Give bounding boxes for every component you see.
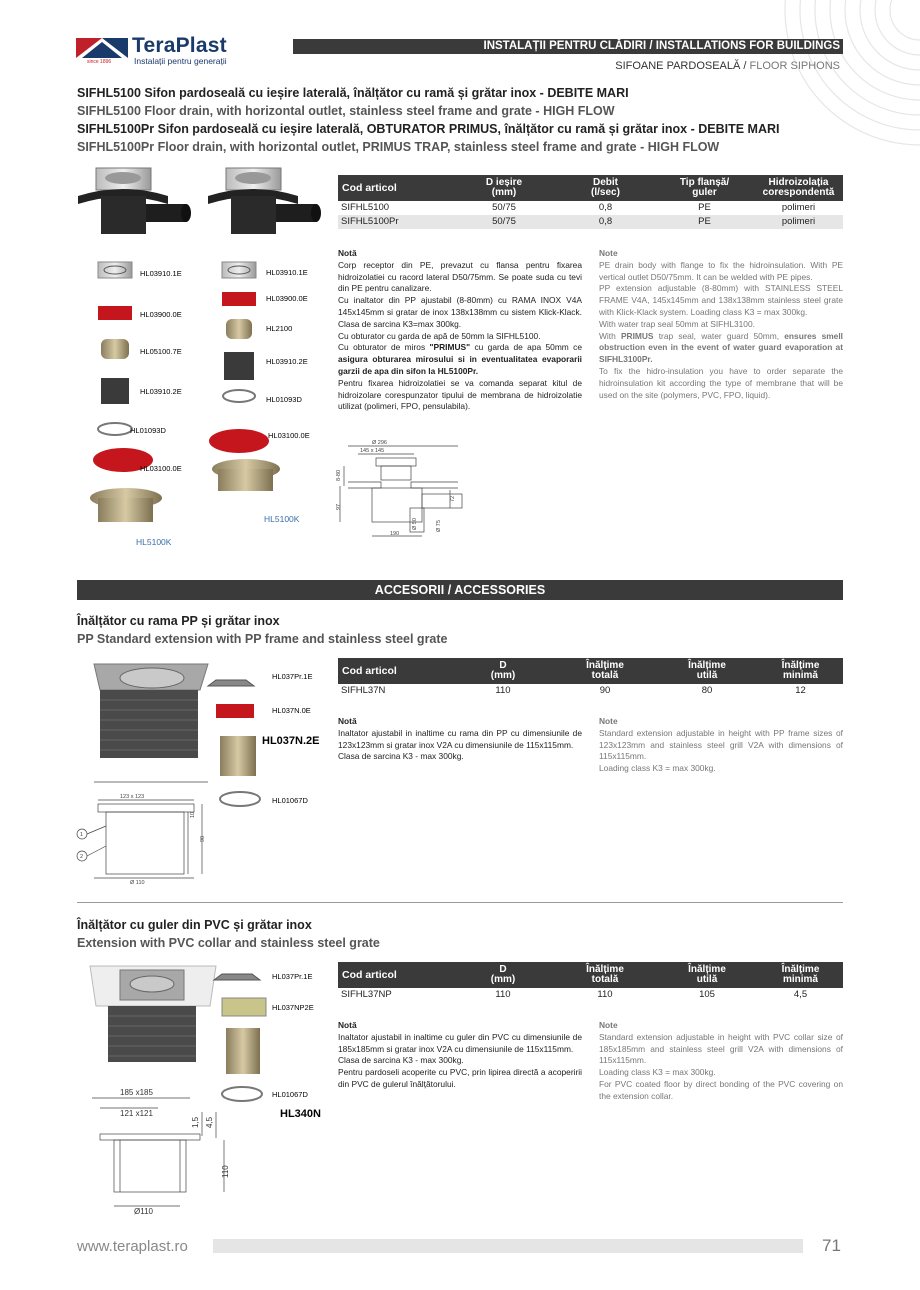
note-paragraph: Inaltator ajustabil in inaltime cu rama din PP cu dimensiunile de 123x123mm si gratar inox V2A cu dimensiunile de 115x115mm. [338,727,582,750]
note-paragraph: Clasa de sarcina K3 - max 300kg. [338,751,464,762]
part-collar-icon [222,998,266,1016]
dim-label: 190 [390,531,400,537]
table-header-row [338,658,843,684]
th-debit: Debit (l/sec) [556,175,655,201]
dim-label: 1,5 [191,1116,200,1128]
dim-label: 110 [221,1165,230,1178]
table-cell: 110 [597,989,613,1000]
product1-titles [77,84,857,156]
table-cell: SIFHL37N [341,685,386,696]
part-oring-icon [98,423,132,435]
th-inaltime-totala: Înălțime totală [554,658,656,684]
table-header-row [338,175,843,201]
part-label: HL03100.0E [268,431,310,440]
table-cell: 12 [795,685,806,696]
dim-label: 72 [450,495,456,502]
part-extension-icon [101,378,129,404]
part-grate-icon [208,680,254,686]
product1-spec-table [338,175,843,229]
product1-technical-drawing [336,438,476,543]
dim-label: Ø 75 [436,520,442,532]
th-d: D (mm) [452,962,554,988]
note-paragraph: PP extension adjustable (8-80mm) with STAINLESS STEEL FRAME V4A, 145x145mm and 138x138mm stainless steel grate with Klick-Klack system. Loading class K3 = max 300kg. [599,283,843,317]
part-ring-icon [101,339,129,359]
note-paragraph: Loading class K3 = max 300kg. [599,763,716,774]
table-cell: 4,5 [793,989,808,1000]
product2-note-ro [338,716,582,763]
note-paragraph: PE drain body with flange to fix the hidroinsulation. With PE vertical outlet D50/75mm. It can be welded with PE pipes. [599,259,843,282]
product1-note-ro [338,248,582,413]
table-cell: 80 [701,685,713,696]
th-inaltime-minima: Înălțime minimă [758,962,843,988]
table-cell: SIFHL37NP [341,989,392,1000]
part-label: HL01093D [266,395,302,404]
note-paragraph: To fix the hidro-insulation you have to order separate the hidroinsulation kit according the type of membrane that will be used on the site (polymers, PVC, FPO, liquid). [599,365,843,400]
note-paragraph: Cu obturator cu garda de apă de 50mm la SIFHL5100. [338,330,541,341]
dim-label: 145 x 145 [360,448,385,454]
part-label: HL037Pr.1E [272,972,313,981]
table-row [338,201,843,215]
subheader-en: FLOOR SIPHONS [749,60,840,72]
note-title: Note [599,1020,618,1030]
part-label: HL037NP2E [272,1003,314,1012]
note-title: Note [599,248,618,258]
part-label: HL05100.7E [140,347,182,356]
note-paragraph: Standard extension adjustable in height with PVC collar size of 185x185mm and stainless steel grill V2A with dimensions of 115x115mm. [599,1031,843,1066]
th-inaltime-utila: Înălțime utilă [656,658,758,684]
product3-title-en: Extension with PVC collar and stainless steel grate [77,936,380,950]
product3-spec-table [338,962,843,1002]
table-cell: polimeri [754,215,843,229]
th-inaltime-utila: Înălțime utilă [656,962,758,988]
note-paragraph: Cu obturator de miros "PRIMUS" cu garda de apa 50mm ce asigura obturarea mirosului si in eventualitatea evaporarii garzii de apa din sifon la HL5100Pr. [338,342,583,376]
th-cod: Cod articol [338,962,452,988]
part-label: HL2100 [266,324,293,333]
part-label: HL037N.2E [262,735,320,747]
part-oring-icon [220,792,260,806]
part-label: HL03910.1E [140,269,182,278]
th-cod: Cod articol [338,658,452,684]
table-cell: 50/75 [452,215,556,229]
part-label: HL03910.2E [140,387,182,396]
page-header-title: INSTALAȚII PENTRU CLĂDIRI / INSTALLATIONS FOR BUILDINGS [483,40,840,52]
accessories-section-header: ACCESORII / ACCESSORIES [77,580,843,600]
th-cod: Cod articol [338,175,452,201]
table-row [338,684,843,698]
brand-tagline: Instalații pentru generații [134,56,227,66]
note-paragraph: With PRIMUS trap seal, water guard 50mm, ensures smell obstruction even in the event of water guard evaporation at SIFHL3100Pr. [599,330,843,365]
table-cell: PE [655,215,754,229]
note-paragraph: Loading class K3 = max 300kg. [599,1067,716,1078]
th-inaltime-totala: Înălțime totală [554,962,656,988]
product2-title-ro: Înălțător cu rama PP și grătar inox [77,614,280,628]
th-d: D (mm) [452,658,554,684]
note-paragraph: Cu inaltator din PP ajustabil (8-80mm) cu RAMA INOX V4A 145x145mm si gratar de inox 138x138mm cu sistem Klick-Klack. Clasa de sarcina K3=max 300kg. [338,295,582,329]
part-label: HL03910.1E [266,268,308,277]
table-header-row [338,962,843,988]
product2-titles [77,612,777,648]
note-title: Notă [338,716,357,726]
part-label: HL5100K [136,537,172,547]
dim-label: Ø 296 [372,440,387,446]
part-extension-icon [226,1028,260,1074]
brand-since: since 1896 [87,59,112,65]
product1-parts-illustration [76,164,336,554]
part-label: HL037N.0E [272,706,311,715]
dim-label: 97 [336,503,342,510]
product3-titles [77,916,777,952]
product3-note-ro [338,1020,582,1091]
table-row [338,215,843,229]
product2-title-en: PP Standard extension with PP frame and stainless steel grate [77,632,448,646]
dim-label: Ø 110 [130,880,145,886]
table-row [338,988,843,1002]
note-paragraph: With water trap seal 50mm at SIFHL3100. [599,318,755,329]
product1-title-ro-2: SIFHL5100Pr Sifon pardoseală cu ieșire laterală, OBTURATOR PRIMUS, înălțător cu ramă și grătar inox - DEBITE MARI [77,122,780,136]
table-cell: SIFHL5100Pr [338,215,452,229]
note-paragraph: Standard extension adjustable in height with PP frame sizes of 123x123mm and stainless steel grill V2A with dimensions of 115x115mm. [599,727,843,762]
brand-name: TeraPlast [132,34,227,57]
page-number: 71 [822,1236,841,1255]
subheader-ro: SIFOANE PARDOSEALĂ / [615,60,747,72]
footer-website-link[interactable]: www.teraplast.ro [77,1238,188,1255]
part-label: HL03900.0E [266,294,308,303]
note-title: Notă [338,1020,357,1030]
part-label: HL03100.0E [140,464,182,473]
product1-note-en [599,248,843,401]
part-grate-icon [98,262,132,278]
table-cell: SIFHL5100 [341,202,390,213]
drain-body-right [208,168,321,234]
page-subheader [560,60,840,72]
table-cell: 0,8 [598,202,613,213]
part-label: HL03900.0E [140,310,182,319]
brand-logo[interactable] [76,34,241,68]
part-oring-icon [222,1087,262,1101]
part-label: HL01093D [130,426,166,435]
dim-label: 2 [80,854,84,860]
dim-label: 8-80 [336,469,342,481]
product3-parts-illustration [76,962,336,1218]
note-paragraph: For PVC coated floor by direct bonding of the PVC covering on the extension collar. [599,1078,843,1101]
product1-title-ro-1: SIFHL5100 Sifon pardoseală cu ieșire laterală, înălțător cu ramă și grătar inox - DEBITE MARI [77,86,629,100]
table-cell: polimeri [781,202,816,213]
part-label: HL5100K [264,514,300,524]
note-paragraph: Pentru pardoseli acoperite cu PVC, prin lipirea directă a acoperirii din PVC de gulerul înălțătorului. [338,1067,582,1089]
dim-label: Ø110 [134,1207,153,1216]
part-frame-icon [216,704,254,718]
dim-label: 90 [200,835,206,842]
table-cell: 90 [599,685,611,696]
page-header-bar [293,39,843,54]
part-label: HL340N [280,1108,321,1120]
product2-spec-table [338,658,843,698]
th-inaltime-minima: Înălțime minimă [758,658,843,684]
th-flansa: Tip flanșă/ guler [655,175,754,201]
part-label: HL037Pr.1E [272,672,313,681]
th-d: D ieșire (mm) [452,175,556,201]
teraplast-logo-icon [76,34,128,62]
th-hidro: Hidroizolația corespondentă [754,175,843,201]
table-cell: 105 [699,989,715,1000]
note-paragraph: Inaltator ajustabil in inaltime cu guler din PVC cu dimensiunile de 185x185mm si gratar inox V2A cu dimensiunile de 115x115mm. [338,1031,582,1054]
section-divider [77,902,843,903]
product2-note-en [599,716,843,775]
part-label: HL03910.2E [266,357,308,366]
dim-label: Ø 50 [412,518,418,530]
note-paragraph: Clasa de sarcina K3 - max 300kg. [338,1055,464,1066]
part-seal-red-icon [98,306,132,320]
dim-label: 185 x185 [120,1088,153,1097]
product1-title-en-1: SIFHL5100 Floor drain, with horizontal outlet, stainless steel frame and grate - HIGH FLOW [77,104,615,118]
dim-label: 10 [190,811,196,818]
note-title: Notă [338,248,357,258]
product3-note-en [599,1020,843,1103]
dim-label: 4,5 [205,1116,214,1128]
part-extension-icon [220,736,256,776]
part-grate-icon [214,974,260,980]
table-cell: 0,8 [556,215,655,229]
table-cell: PE [698,202,711,213]
part-label: HL01067D [272,1090,308,1099]
footer-bar [213,1239,803,1253]
dim-label: 121 x121 [120,1109,153,1118]
dim-label: 123 x 123 [120,794,145,800]
product3-title-ro: Înălțător cu guler din PVC și grătar inox [77,918,312,932]
product2-parts-illustration [76,658,336,886]
drain-body-left [78,168,191,234]
table-cell: 110 [495,989,511,1000]
table-cell: 50/75 [492,202,516,213]
part-label: HL01067D [272,796,308,805]
table-cell: 110 [495,685,511,696]
note-paragraph: Corp receptor din PE, prevazut cu flansa pentru fixarea hidroizolatiei cu racord lateral D50/75mm. Se poate suda cu tevi din PE pentru canalizare. [338,259,582,294]
note-title: Note [599,716,618,726]
note-paragraph: Pentru fixarea hidroizolatiei se va comanda separat kitul de hidroizolare corespunzator tipului de membrana de hidroizolatie utilizat (polimeri, FPO, pensulabila). [338,377,582,412]
product1-title-en-2: SIFHL5100Pr Floor drain, with horizontal outlet, PRIMUS TRAP, stainless steel frame and grate - HIGH FLOW [77,140,720,154]
dim-label: 1 [80,832,84,838]
